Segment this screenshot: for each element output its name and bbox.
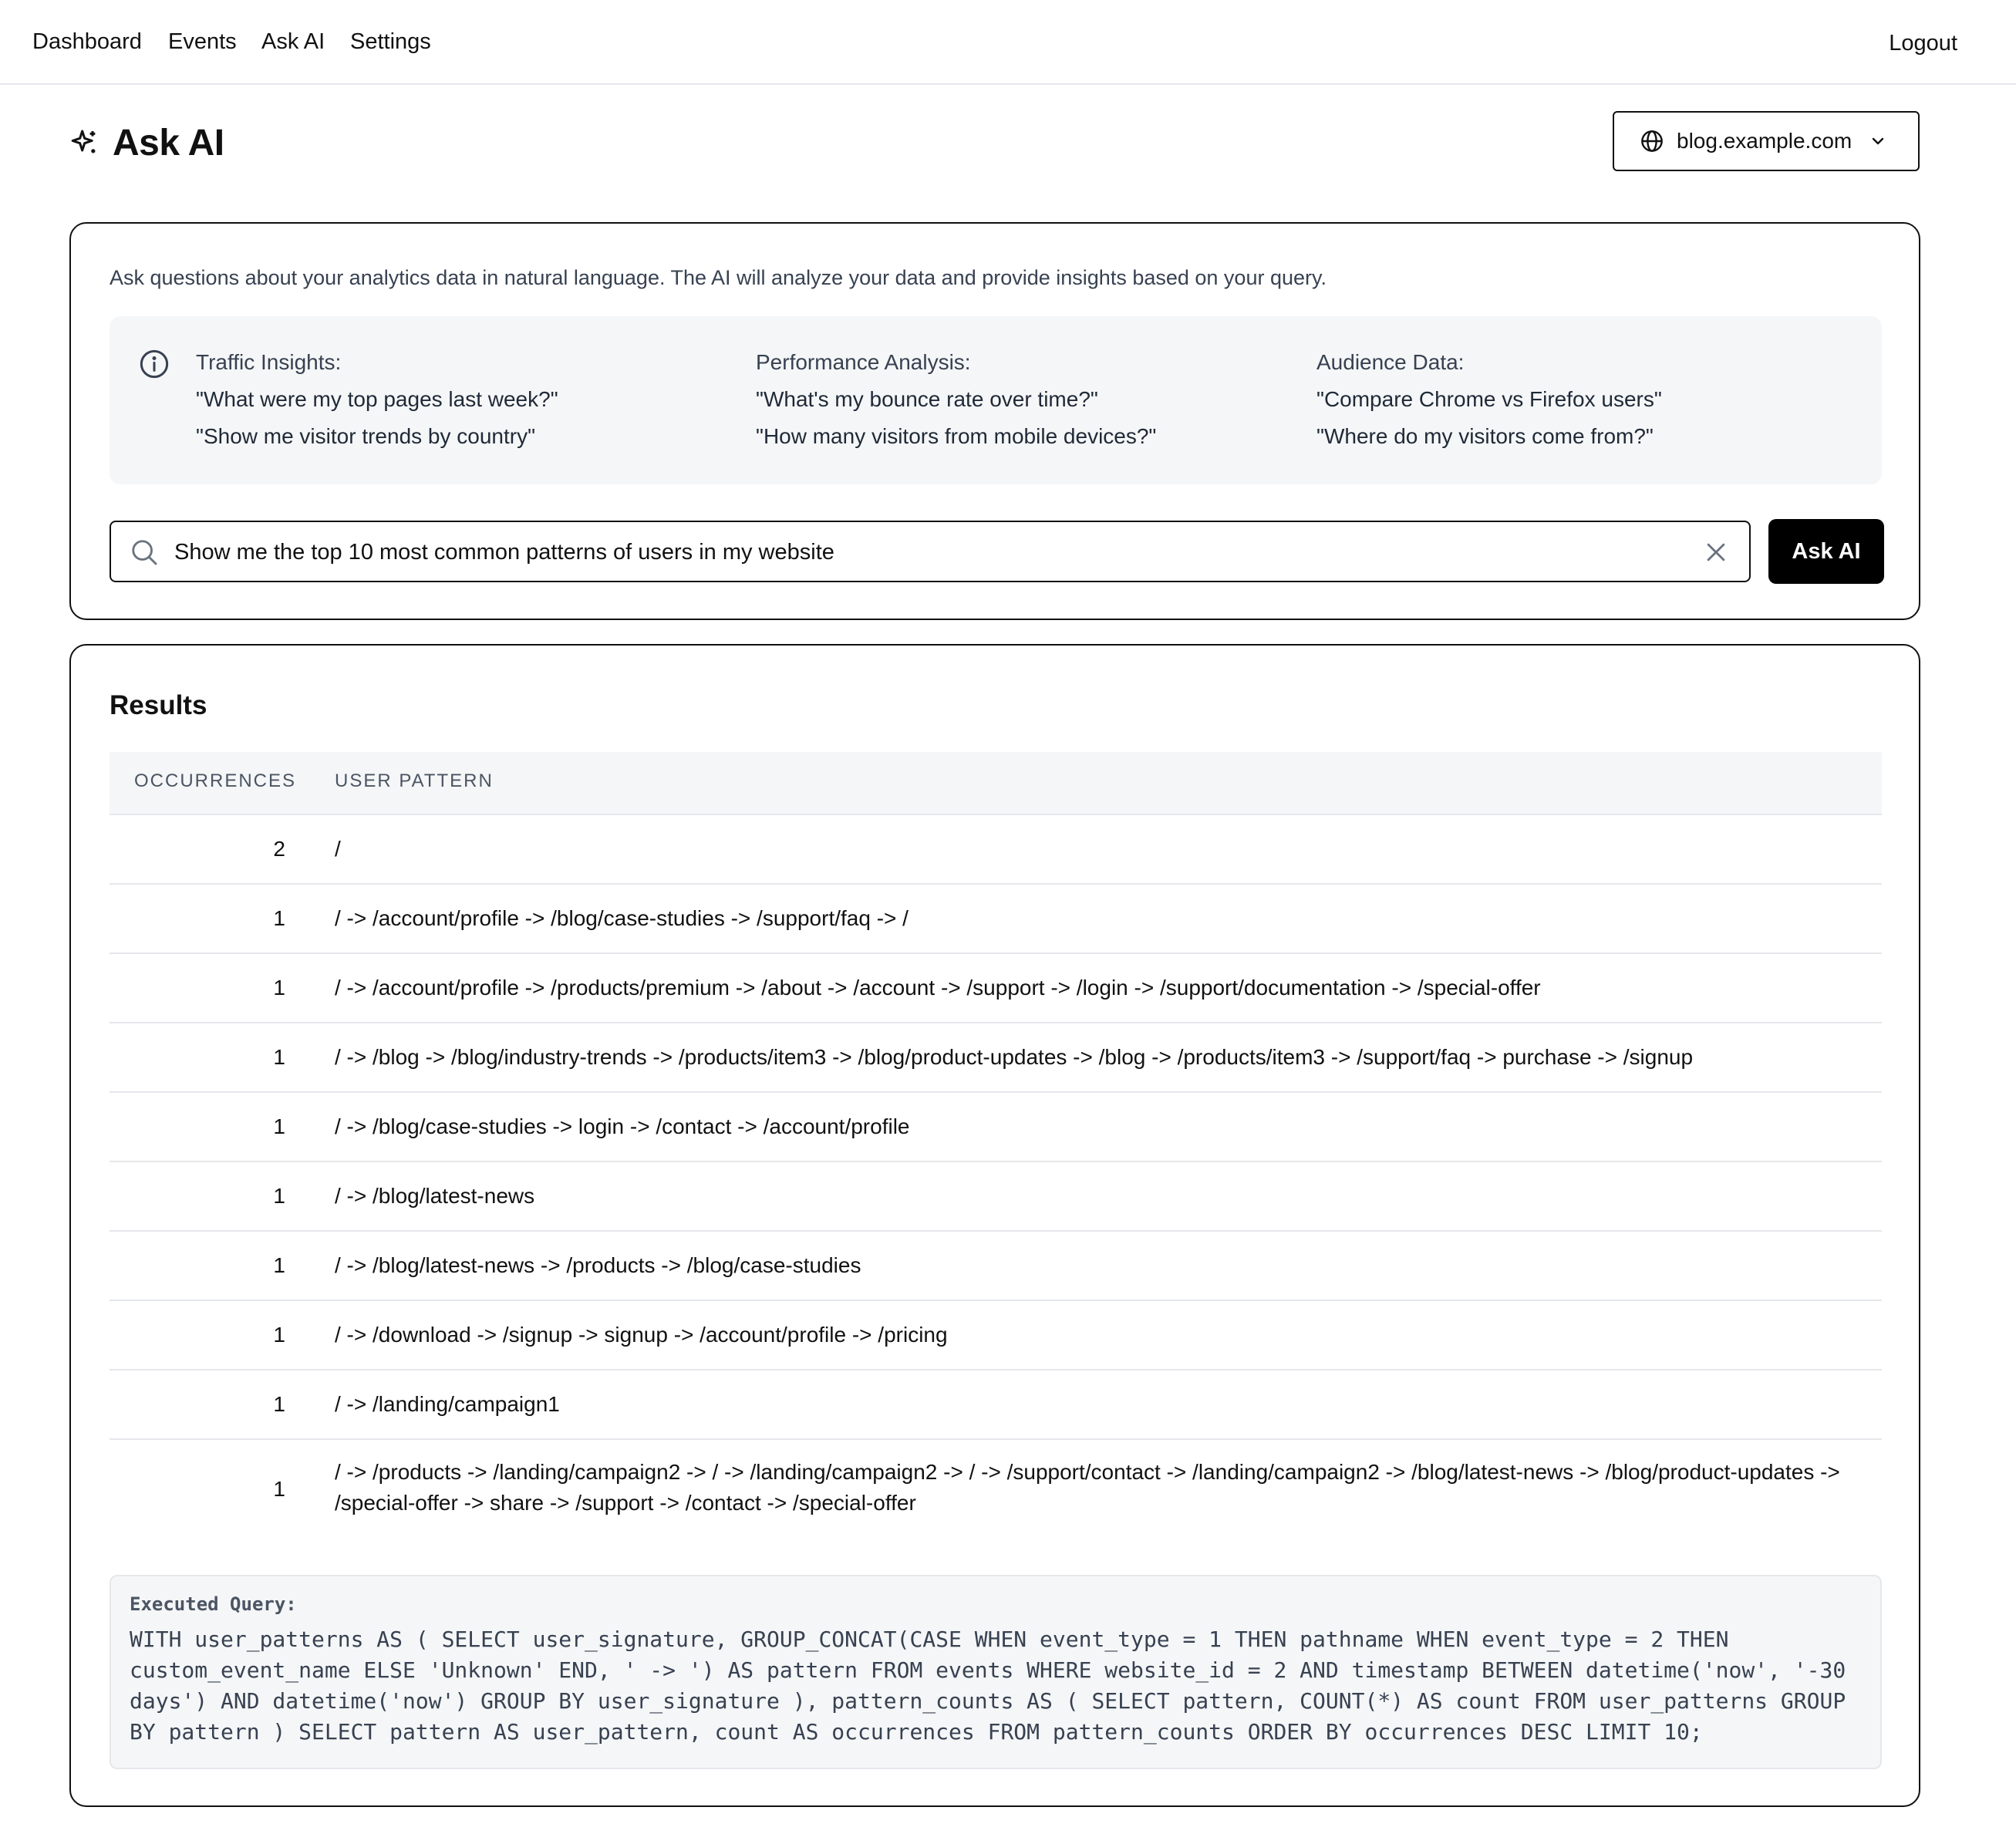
site-selector-value: blog.example.com xyxy=(1677,129,1852,153)
example-question[interactable]: "Compare Chrome vs Firefox users" xyxy=(1316,387,1662,411)
pattern-cell: / -> /landing/campaign1 xyxy=(335,1392,560,1416)
page-title: Ask AI xyxy=(113,122,224,164)
example-question[interactable]: "Where do my visitors come from?" xyxy=(1316,424,1654,448)
occurrences-cell: 1 xyxy=(273,976,285,1000)
table-row xyxy=(110,1023,1882,1093)
chevron-down-icon xyxy=(1869,132,1887,150)
page-header xyxy=(69,116,224,170)
sparkle-icon xyxy=(69,126,100,160)
globe-icon xyxy=(1640,129,1664,153)
example-heading: Performance Analysis: xyxy=(756,350,971,374)
nav-settings[interactable]: Settings xyxy=(350,29,431,54)
executed-query-label: Executed Query: xyxy=(130,1593,297,1615)
table-row xyxy=(110,954,1882,1023)
pattern-cell: / -> /blog/case-studies -> login -> /contact -> /account/profile xyxy=(335,1114,910,1138)
nav-events[interactable]: Events xyxy=(168,29,237,54)
top-nav xyxy=(0,0,2016,85)
logout-link[interactable]: Logout xyxy=(1889,31,1957,56)
occurrences-cell: 1 xyxy=(273,1323,285,1347)
results-table xyxy=(110,752,1882,1539)
results-card xyxy=(69,644,1920,1807)
ask-ai-button[interactable]: Ask AI xyxy=(1768,519,1884,584)
example-question[interactable]: "What were my top pages last week?" xyxy=(196,387,558,411)
occurrences-cell: 1 xyxy=(273,1184,285,1208)
close-icon[interactable] xyxy=(1703,539,1729,565)
table-row xyxy=(110,1093,1882,1162)
executed-query-box xyxy=(110,1575,1882,1769)
occurrences-cell: 1 xyxy=(273,1253,285,1277)
occurrences-cell: 2 xyxy=(273,837,285,861)
pattern-cell: / -> /account/profile -> /products/premium -> /about -> /account -> /support -> /login -> /support/documentation -> /special-offer xyxy=(335,976,1541,1000)
column-header-user-pattern[interactable]: USER PATTERN xyxy=(335,770,494,791)
table-row xyxy=(110,1232,1882,1301)
example-question[interactable]: "Show me visitor trends by country" xyxy=(196,424,536,448)
nav-dashboard[interactable]: Dashboard xyxy=(32,29,142,54)
pattern-cell: / -> /download -> /signup -> signup -> /account/profile -> /pricing xyxy=(335,1323,948,1347)
pattern-cell: / -> /products -> /landing/campaign2 -> / -> /landing/campaign2 -> / -> /support/contact -> /landing/campaign2 -> /blog/latest-news -> /blog/product-updates -> /special-offer -> share -> /support -> /contact -> /special-offer xyxy=(335,1460,1840,1515)
executed-query-text: WITH user_patterns AS ( SELECT user_signature, GROUP_CONCAT(CASE WHEN event_type = 1 THEN pathname WHEN event_type = 2 THEN custom_event_name ELSE 'Unknown' END, ' -> ') AS pattern FROM events WHERE website_id = 2 AND timestamp BETWEEN datetime('now', '-30 days') AND datetime('now') GROUP BY user_signature ), pattern_counts AS ( SELECT pattern, COUNT(*) AS count FROM user_patterns GROUP BY pattern ) SELECT pattern AS user_pattern, count AS occurrences FROM pattern_counts ORDER BY occurrences DESC LIMIT 10; xyxy=(130,1627,1846,1745)
ask-intro: Ask questions about your analytics data in natural language. The AI will analyze your data and provide insights based on your query. xyxy=(110,266,1327,289)
table-header xyxy=(110,752,1882,815)
example-heading: Traffic Insights: xyxy=(196,350,342,374)
table-row xyxy=(110,815,1882,885)
occurrences-cell: 1 xyxy=(273,1392,285,1416)
info-icon xyxy=(139,349,170,379)
ask-card xyxy=(69,222,1920,620)
table-row xyxy=(110,1301,1882,1370)
table-row xyxy=(110,1370,1882,1440)
example-heading: Audience Data: xyxy=(1316,350,1465,374)
results-title: Results xyxy=(110,690,207,720)
search-icon xyxy=(130,538,159,567)
column-header-occurrences[interactable]: OCCURRENCES xyxy=(134,770,297,791)
example-question[interactable]: "What's my bounce rate over time?" xyxy=(756,387,1098,411)
pattern-cell: / -> /blog/latest-news xyxy=(335,1184,535,1208)
pattern-cell: / -> /account/profile -> /blog/case-studies -> /support/faq -> / xyxy=(335,906,909,930)
occurrences-cell: 1 xyxy=(273,1114,285,1138)
table-row xyxy=(110,885,1882,954)
example-question[interactable]: "How many visitors from mobile devices?" xyxy=(756,424,1157,448)
example-group-traffic xyxy=(196,344,558,455)
site-selector[interactable] xyxy=(1613,111,1920,171)
pattern-cell: / xyxy=(335,837,341,861)
pattern-cell: / -> /blog/latest-news -> /products -> /blog/case-studies xyxy=(335,1253,861,1277)
pattern-cell: / -> /blog -> /blog/industry-trends -> /products/item3 -> /blog/product-updates -> /blog -> /products/item3 -> /support/faq -> purchase -> /signup xyxy=(335,1045,1694,1069)
table-row xyxy=(110,1440,1882,1539)
nav-ask-ai[interactable]: Ask AI xyxy=(261,29,325,54)
occurrences-cell: 1 xyxy=(273,1477,285,1501)
example-questions xyxy=(110,316,1882,484)
table-row xyxy=(110,1162,1882,1232)
example-group-performance xyxy=(756,344,1156,455)
occurrences-cell: 1 xyxy=(273,1045,285,1069)
example-group-audience xyxy=(1316,344,1662,455)
occurrences-cell: 1 xyxy=(273,906,285,930)
search-input[interactable] xyxy=(173,528,1672,576)
search-box xyxy=(110,521,1751,582)
